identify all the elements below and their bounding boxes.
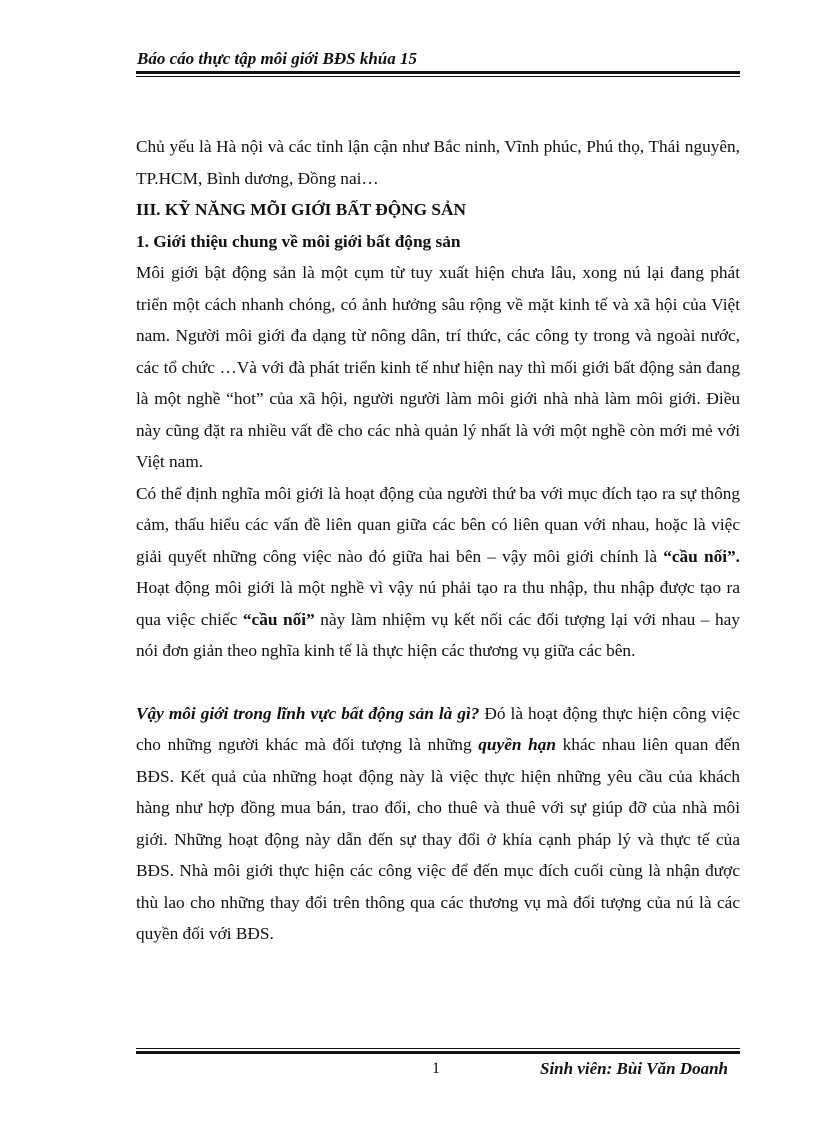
brokerage-text-2: khác nhau liên quan đến BĐS. Kết quả của những hoạt động này là việc thực hiện những yêu cầu của khách hàng như hợp đồng mua bán, trao đổi, cho thuê và thuê với sự giúp đỡ của nhà môi giới. Những hoạt động này dẫn đến sự thay đổi ở khía cạnh pháp lý và thực tế của BĐS. Nhà môi giới thực hiện các công việc để đến mục đích cuối cùng là nhận được thù lao cho những thay đổi trên thông qua các thương vụ mà đối tượng của nú là các quyền đối với BĐS. [136,735,740,943]
bridge-term-1: “cầu nối”. [663,546,740,566]
section-heading: III. KỸ NĂNG MÕI GIỚI BẤT ĐỘNG SẢN [136,200,466,219]
header-title: Báo cáo thực tập môi giới BĐS khúa 15 [137,49,418,68]
bridge-term-2: “cầu nối” [242,609,315,629]
footer-author: Sinh viên: Bùi Văn Doanh [539,1059,728,1078]
header-rule-thin [136,76,740,77]
header-rule-thick [136,71,740,74]
paragraph-regions: Chủ yếu là Hà nội và các tỉnh lận cận như Bắc ninh, Vĩnh phúc, Phú thọ, Thái nguyên, TP.HCM, Bình dương, Đồng nai… [136,137,740,188]
page-footer [136,1048,740,1085]
definition-text-2: Hoạt động môi giới là một nghề vì vậy nú phải tạo ra thu nhập, thu nhập được tạo ra qua việc chiếc [136,578,740,629]
paragraph-gap [136,667,740,698]
paragraph-introduction: Môi giới bật động sản là một cụm từ tuy xuất hiện chưa lâu, xong nú lại đang phát triển một cách nhanh chóng, có ảnh hưởng sâu rộng về mặt kinh tế và xã hội của Việt nam. Người môi giới đa dạng từ nông dân, trí thức, các công ty trong và ngoài nước, các tổ chức …Và với đà phát triển kinh tế như hiện nay thì mối giới bất động sản đang là một nghề “hot” của xã hội, người người làm môi giới nhà nhà làm môi giới. Điều này cũng đặt ra nhiều vất đề cho các nhà quản lý nhất là với một nghề còn mới mẻ với Việt nam. [136,263,740,471]
footer-rule-thick [136,1051,740,1054]
page-header [136,48,740,77]
subsection-heading: 1. Giới thiệu chung về môi giới bất động sản [136,231,461,251]
question-text: Vậy môi giới trong lĩnh vực bất động sản là gì? [136,703,480,723]
paragraph-definition [136,478,740,667]
definition-text-3: này làm nhiệm vụ kết nối các đối tượng lại với nhau – hay nói đơn giản theo nghĩa kinh tế là thực hiện các thương vụ giữa các bên. [136,609,740,660]
page-number: 1 [432,1060,440,1077]
page-body [136,131,740,950]
brokerage-text-1: Đó là hoạt động thực hiện công việc cho những người khác mà đối tượng là những [136,703,741,754]
definition-text-1: Có thể định nghĩa môi giới là hoạt động của người thứ ba với mục đích tạo ra sự thông cảm, thấu hiểu các vấn đề liên quan giữa các bên có liên quan với nhau, hoặc là việc giải quyết những công việc nào đó giữa hai bên – vậy môi giới chính là [136,483,740,566]
footer-rule-thin [136,1048,740,1049]
rights-term: quyền hạn [478,735,556,754]
paragraph-real-estate-brokerage [136,698,740,950]
footer-row [136,1057,740,1085]
